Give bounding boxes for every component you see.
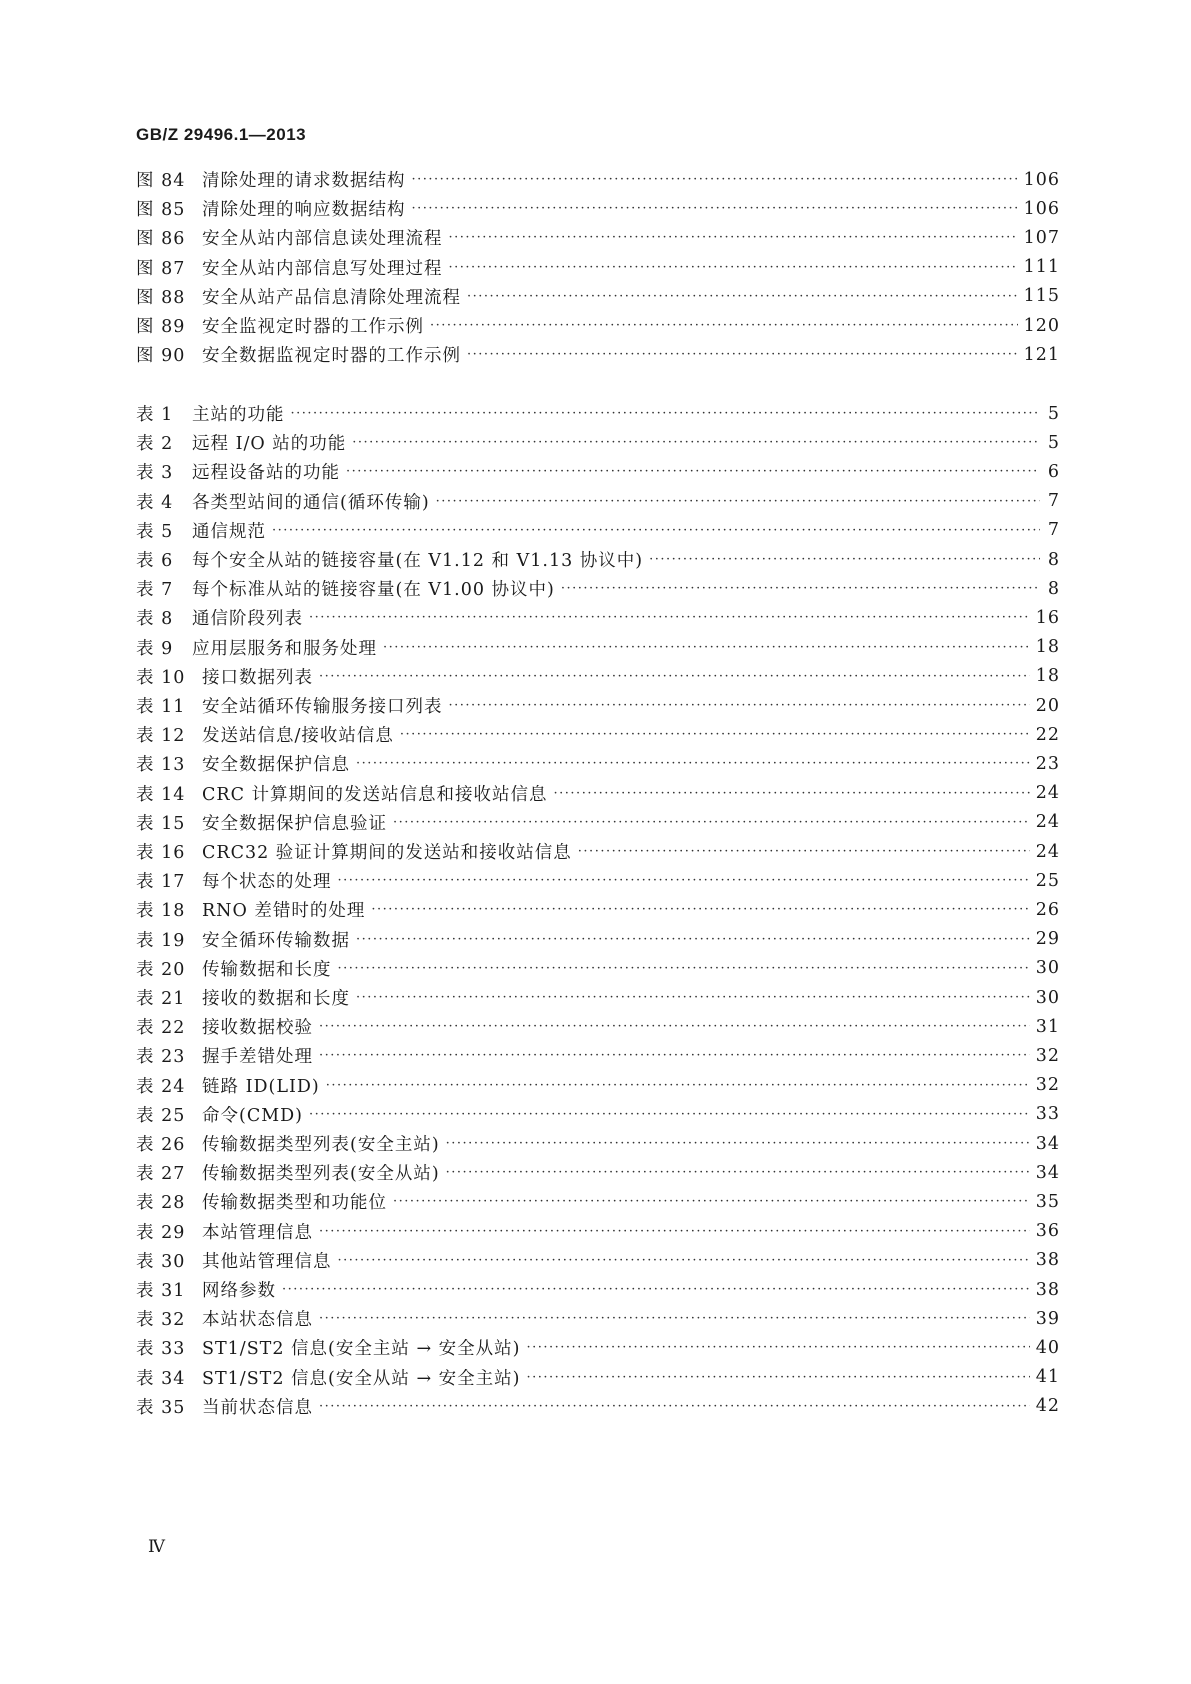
dot-leader xyxy=(319,1391,1030,1422)
toc-entry-title: 接收数据校验 xyxy=(202,1018,313,1039)
toc-entry-page: 106 xyxy=(1023,169,1060,190)
toc-entry xyxy=(136,193,1060,224)
dot-leader xyxy=(430,310,1018,341)
dot-leader xyxy=(272,515,1040,546)
dot-leader xyxy=(338,865,1030,896)
toc-entry-page: 16 xyxy=(1035,607,1060,628)
toc-entry xyxy=(136,1274,1060,1305)
dot-leader xyxy=(319,1216,1030,1247)
toc-entry xyxy=(136,1040,1060,1071)
toc-entry-label: 表 7 xyxy=(136,580,174,601)
toc-entry-title: RNO 差错时的处理 xyxy=(202,901,366,922)
toc-entry-page: 18 xyxy=(1035,637,1060,658)
toc-entry-page: 24 xyxy=(1035,783,1060,804)
toc-entry-label: 图 85 xyxy=(136,200,186,221)
dot-leader xyxy=(356,924,1030,955)
toc-entry-page: 25 xyxy=(1035,870,1060,891)
toc-entry-page: 29 xyxy=(1035,929,1060,950)
dot-leader xyxy=(383,632,1030,663)
dot-leader xyxy=(346,456,1040,487)
toc-entry-page: 24 xyxy=(1035,841,1060,862)
toc-entry-page: 34 xyxy=(1035,1133,1060,1154)
toc-entry-title: 安全数据保护信息验证 xyxy=(202,813,387,834)
toc-entry-label: 表 29 xyxy=(136,1222,186,1243)
toc-entry xyxy=(136,807,1060,838)
toc-entry-title: 传输数据类型和功能位 xyxy=(202,1193,387,1214)
toc-entry-title: 远程设备站的功能 xyxy=(192,463,340,484)
toc-entry-page: 6 xyxy=(1047,461,1060,482)
toc-entry-label: 表 18 xyxy=(136,901,186,922)
toc-entry-title: 通信阶段列表 xyxy=(192,609,303,630)
dot-leader xyxy=(309,1099,1030,1130)
dot-leader xyxy=(352,427,1040,458)
dot-leader xyxy=(412,164,1018,195)
toc-entry-label: 表 22 xyxy=(136,1018,186,1039)
toc-entry xyxy=(136,690,1060,721)
toc-entry-title: 接收的数据和长度 xyxy=(202,989,350,1009)
toc-entry xyxy=(136,310,1060,341)
toc-entry-title: 链路 ID(LID) xyxy=(202,1076,320,1097)
toc-entry-label: 表 27 xyxy=(136,1164,186,1185)
toc-entry xyxy=(136,573,1060,604)
toc-entry-label: 表 10 xyxy=(136,667,186,688)
toc-entry xyxy=(136,836,1060,867)
toc-entry-title: 本站状态信息 xyxy=(202,1310,313,1331)
dot-leader xyxy=(527,1362,1030,1393)
toc-entry-page: 22 xyxy=(1035,724,1060,745)
toc-entry-page: 7 xyxy=(1047,520,1060,541)
toc-entry-label: 表 25 xyxy=(136,1105,186,1126)
toc-entry-page: 106 xyxy=(1023,198,1060,219)
toc-entry-page: 18 xyxy=(1035,666,1060,687)
toc-entry-page: 24 xyxy=(1035,812,1060,833)
toc-entry xyxy=(136,1157,1060,1188)
toc-entry-label: 图 90 xyxy=(136,346,186,367)
dot-leader xyxy=(319,1011,1030,1042)
toc-entry xyxy=(136,982,1060,1013)
toc-entry-title: 传输数据类型列表(安全从站) xyxy=(202,1164,440,1185)
toc-entry-title: 安全循环传输数据 xyxy=(202,930,350,951)
toc-entry-page: 38 xyxy=(1035,1279,1060,1300)
toc-entry xyxy=(136,865,1060,896)
toc-entry xyxy=(136,632,1060,663)
toc-entry-title: 每个安全从站的链接容量(在 V1.12 和 V1.13 协议中) xyxy=(192,551,644,571)
dot-leader xyxy=(309,602,1030,633)
toc-entry-page: 40 xyxy=(1035,1337,1060,1358)
toc-entry-label: 表 14 xyxy=(136,784,186,805)
toc-entry-page: 26 xyxy=(1035,899,1060,920)
toc-entry-title: 安全监视定时器的工作示例 xyxy=(202,317,424,337)
toc-entry xyxy=(136,1362,1060,1393)
toc-entry-page: 5 xyxy=(1047,403,1060,424)
page-number: Ⅳ xyxy=(148,1537,165,1557)
toc-entry-page: 5 xyxy=(1047,432,1060,453)
dot-leader xyxy=(282,1274,1030,1305)
toc-entry xyxy=(136,602,1060,633)
toc-entry xyxy=(136,1128,1060,1159)
toc-entry-label: 表 30 xyxy=(136,1251,186,1272)
dot-leader xyxy=(319,1040,1030,1071)
toc-entry xyxy=(136,252,1060,283)
dot-leader xyxy=(467,281,1018,312)
toc-entry-page: 39 xyxy=(1035,1308,1060,1329)
dot-leader xyxy=(561,573,1040,604)
toc-entry-title: 安全从站内部信息写处理过程 xyxy=(202,258,443,279)
toc-entry-label: 表 11 xyxy=(136,697,186,717)
dot-leader xyxy=(393,807,1030,838)
toc-entry-label: 表 31 xyxy=(136,1281,186,1301)
toc-entry-page: 115 xyxy=(1023,286,1060,307)
toc-entry xyxy=(136,544,1060,575)
toc-entry-title: 握手差错处理 xyxy=(202,1047,313,1068)
toc-entry-title: 当前状态信息 xyxy=(202,1397,313,1418)
toc-entry-title: 命令(CMD) xyxy=(202,1105,303,1126)
toc-entry xyxy=(136,1099,1060,1130)
toc-entry xyxy=(136,1332,1060,1363)
toc-entry-title: 安全数据监视定时器的工作示例 xyxy=(202,346,461,367)
toc-entry-page: 30 xyxy=(1035,987,1060,1008)
toc-entry-title: 安全数据保护信息 xyxy=(202,755,350,776)
toc-entry-label: 表 20 xyxy=(136,959,186,980)
toc-entry-label: 表 2 xyxy=(136,434,174,455)
toc-entry xyxy=(136,1070,1060,1101)
dot-leader xyxy=(412,193,1018,224)
toc-entry-label: 表 26 xyxy=(136,1135,186,1155)
toc-entry-label: 表 9 xyxy=(136,638,174,659)
toc-entry xyxy=(136,515,1060,546)
toc-entry-title: ST1/ST2 信息(安全从站 → 安全主站) xyxy=(202,1368,521,1389)
toc-entry xyxy=(136,1303,1060,1334)
toc-entry xyxy=(136,1011,1060,1042)
toc-entry xyxy=(136,1186,1060,1217)
toc-entry-title: 本站管理信息 xyxy=(202,1222,313,1243)
dot-leader xyxy=(326,1070,1030,1101)
toc-entry-page: 7 xyxy=(1047,491,1060,512)
toc-entry-page: 20 xyxy=(1035,695,1060,716)
toc-entry-label: 图 89 xyxy=(136,317,186,337)
toc-entry-label: 表 17 xyxy=(136,872,186,893)
toc-entry-label: 表 12 xyxy=(136,726,186,747)
toc-entry-label: 表 8 xyxy=(136,609,174,630)
toc-entry-title: 其他站管理信息 xyxy=(202,1251,332,1272)
toc-entry xyxy=(136,924,1060,955)
dot-leader xyxy=(356,748,1030,779)
toc-entry-page: 120 xyxy=(1023,315,1060,336)
toc-entry-label: 表 13 xyxy=(136,755,186,776)
toc-entry-label: 表 16 xyxy=(136,843,186,863)
toc-entry xyxy=(136,748,1060,779)
toc-entry-label: 表 23 xyxy=(136,1047,186,1068)
dot-leader xyxy=(554,778,1030,809)
toc-entry-label: 表 32 xyxy=(136,1310,186,1331)
toc-entry xyxy=(136,281,1060,312)
dot-leader xyxy=(467,339,1018,370)
toc-entry xyxy=(136,953,1060,984)
toc-entry-page: 30 xyxy=(1035,958,1060,979)
toc-entry-label: 表 33 xyxy=(136,1339,186,1360)
toc-entry-page: 23 xyxy=(1035,753,1060,774)
dot-leader xyxy=(436,486,1040,517)
toc-entry-page: 41 xyxy=(1035,1367,1060,1388)
dot-leader xyxy=(446,1128,1030,1159)
toc-entry xyxy=(136,456,1060,487)
toc-entry-page: 32 xyxy=(1035,1045,1060,1066)
toc-entry-title: 每个状态的处理 xyxy=(202,872,332,893)
toc-entry-label: 图 84 xyxy=(136,171,186,191)
toc-entry-label: 图 88 xyxy=(136,287,186,308)
toc-entry xyxy=(136,427,1060,458)
toc-entry-label: 表 35 xyxy=(136,1397,186,1418)
dot-leader xyxy=(527,1332,1030,1363)
toc-entry xyxy=(136,1245,1060,1276)
toc-entry-page: 38 xyxy=(1035,1250,1060,1271)
dot-leader xyxy=(338,1245,1030,1276)
dot-leader xyxy=(356,982,1030,1013)
toc-entry-page: 34 xyxy=(1035,1162,1060,1183)
toc-entry-title: 应用层服务和服务处理 xyxy=(192,638,377,659)
toc-entry-title: 接口数据列表 xyxy=(202,667,313,688)
toc-entry-title: ST1/ST2 信息(安全主站 → 安全从站) xyxy=(202,1339,521,1360)
toc-entry-page: 8 xyxy=(1047,578,1060,599)
toc-entry-title: 安全从站内部信息读处理流程 xyxy=(202,229,443,250)
toc-entry-title: CRC 计算期间的发送站信息和接收站信息 xyxy=(202,784,548,805)
document-code: GB/Z 29496.1—2013 xyxy=(136,125,307,144)
toc-entry-label: 表 15 xyxy=(136,813,186,834)
toc-entry xyxy=(136,164,1060,195)
toc-entry xyxy=(136,661,1060,692)
dot-leader xyxy=(449,252,1018,283)
toc-entry-title: 每个标准从站的链接容量(在 V1.00 协议中) xyxy=(192,580,555,601)
toc-entry-label: 表 1 xyxy=(136,405,174,425)
toc-entry xyxy=(136,486,1060,517)
dot-leader xyxy=(446,1157,1030,1188)
toc-entry-label: 表 21 xyxy=(136,989,186,1009)
toc-entry-page: 121 xyxy=(1023,344,1060,365)
toc-entry-page: 36 xyxy=(1035,1221,1060,1242)
toc-entry-title: 网络参数 xyxy=(202,1281,276,1301)
toc-entry-title: 清除处理的响应数据结构 xyxy=(202,200,406,221)
toc-entry-title: 传输数据类型列表(安全主站) xyxy=(202,1135,440,1155)
toc-entry-label: 表 5 xyxy=(136,521,174,542)
toc-entry-page: 111 xyxy=(1023,257,1060,278)
toc-entry-label: 表 28 xyxy=(136,1193,186,1214)
toc-entry-title: CRC32 验证计算期间的发送站和接收站信息 xyxy=(202,843,572,863)
dot-leader xyxy=(338,953,1030,984)
toc-entry-title: 主站的功能 xyxy=(192,405,285,425)
toc-entry-title: 通信规范 xyxy=(192,521,266,542)
toc-entry xyxy=(136,339,1060,370)
dot-leader xyxy=(319,1303,1030,1334)
toc-entry-page: 8 xyxy=(1047,549,1060,570)
toc-entry-page: 35 xyxy=(1035,1191,1060,1212)
toc-entry-page: 107 xyxy=(1023,227,1060,248)
toc-entry xyxy=(136,894,1060,925)
dot-leader xyxy=(371,894,1029,925)
toc-entry-label: 图 87 xyxy=(136,258,186,279)
toc-entry-title: 安全站循环传输服务接口列表 xyxy=(202,697,443,717)
toc-entry-title: 各类型站间的通信(循环传输) xyxy=(192,492,430,513)
toc-entry xyxy=(136,778,1060,809)
toc-entry xyxy=(136,1391,1060,1422)
dot-leader xyxy=(319,661,1030,692)
toc-entry-label: 图 86 xyxy=(136,229,186,250)
dot-leader xyxy=(291,398,1041,429)
toc-entry xyxy=(136,1216,1060,1247)
dot-leader xyxy=(649,544,1040,575)
toc-entry-title: 清除处理的请求数据结构 xyxy=(202,171,406,191)
toc-entry-title: 远程 I/O 站的功能 xyxy=(192,434,347,455)
dot-leader xyxy=(393,1186,1030,1217)
dot-leader xyxy=(449,222,1018,253)
toc-entry-page: 42 xyxy=(1035,1396,1060,1417)
toc-entry-label: 表 3 xyxy=(136,463,174,484)
toc-entry-label: 表 24 xyxy=(136,1076,186,1097)
toc-entry-title: 发送站信息/接收站信息 xyxy=(202,726,394,747)
toc-entry xyxy=(136,398,1060,429)
toc-entry-title: 传输数据和长度 xyxy=(202,959,332,980)
dot-leader xyxy=(449,690,1030,721)
toc-entry-label: 表 19 xyxy=(136,930,186,951)
toc-entry-page: 32 xyxy=(1035,1075,1060,1096)
toc-entry-label: 表 34 xyxy=(136,1368,186,1389)
toc-entry-label: 表 4 xyxy=(136,492,174,513)
dot-leader xyxy=(578,836,1030,867)
dot-leader xyxy=(400,719,1030,750)
toc-entry xyxy=(136,719,1060,750)
toc-entry-label: 表 6 xyxy=(136,551,174,571)
toc-entry-title: 安全从站产品信息清除处理流程 xyxy=(202,287,461,308)
toc-entry xyxy=(136,222,1060,253)
toc-entry-page: 33 xyxy=(1035,1104,1060,1125)
toc-entry-page: 31 xyxy=(1035,1016,1060,1037)
